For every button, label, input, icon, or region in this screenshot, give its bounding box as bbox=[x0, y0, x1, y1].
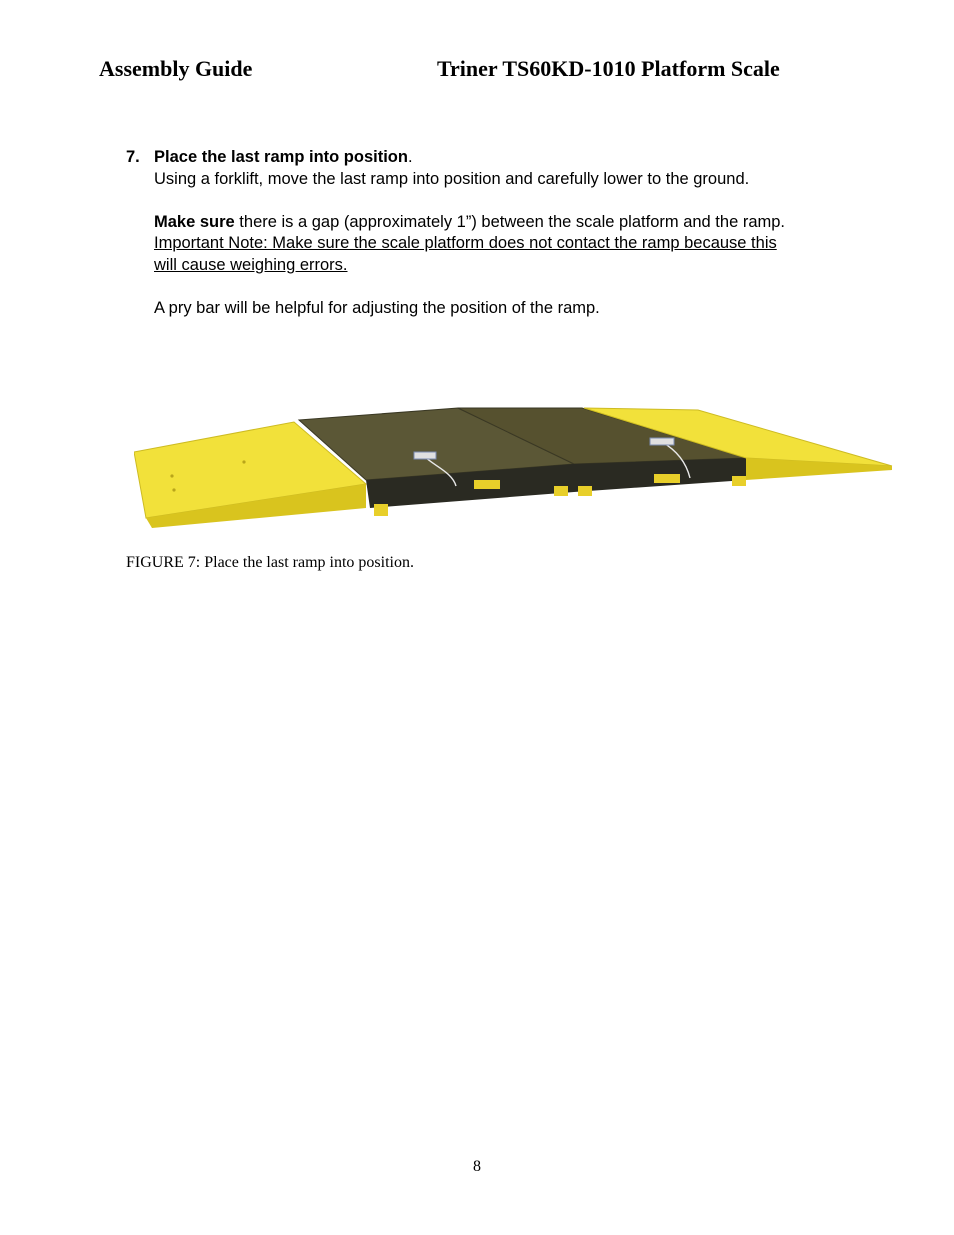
pry-bar-tip: A pry bar will be helpful for adjusting the position of the ramp. bbox=[154, 298, 600, 317]
header-title-right: Triner TS60KD-1010 Platform Scale bbox=[437, 56, 780, 81]
step-title-line bbox=[154, 147, 886, 169]
step-instruction: Using a forklift, move the last ramp into position and carefully lower to the ground. bbox=[154, 169, 750, 188]
step-title-suffix: . bbox=[407, 148, 413, 166]
header-title-left: Assembly Guide bbox=[99, 56, 253, 81]
important-note-line-2: will cause weighing errors. bbox=[154, 255, 348, 274]
scale-with-ramps-illustration bbox=[134, 400, 894, 535]
step-number: 7. bbox=[126, 148, 140, 166]
page-number: 8 bbox=[473, 1158, 481, 1175]
assembly-step bbox=[126, 147, 886, 319]
platform-label-right bbox=[654, 474, 680, 483]
make-sure-label: Make sure bbox=[154, 212, 235, 231]
figure-caption: FIGURE 7: Place the last ramp into position. bbox=[126, 554, 414, 571]
make-sure-line bbox=[154, 212, 886, 234]
step-body bbox=[154, 147, 886, 319]
platform-label-left bbox=[474, 480, 500, 489]
important-note-line-1: Important Note: Make sure the scale platform does not contact the ramp because this bbox=[154, 234, 777, 252]
make-sure-text: there is a gap (approximately 1”) between the scale platform and the ramp. bbox=[234, 212, 786, 231]
step-title: Place the last ramp into position bbox=[154, 148, 408, 166]
